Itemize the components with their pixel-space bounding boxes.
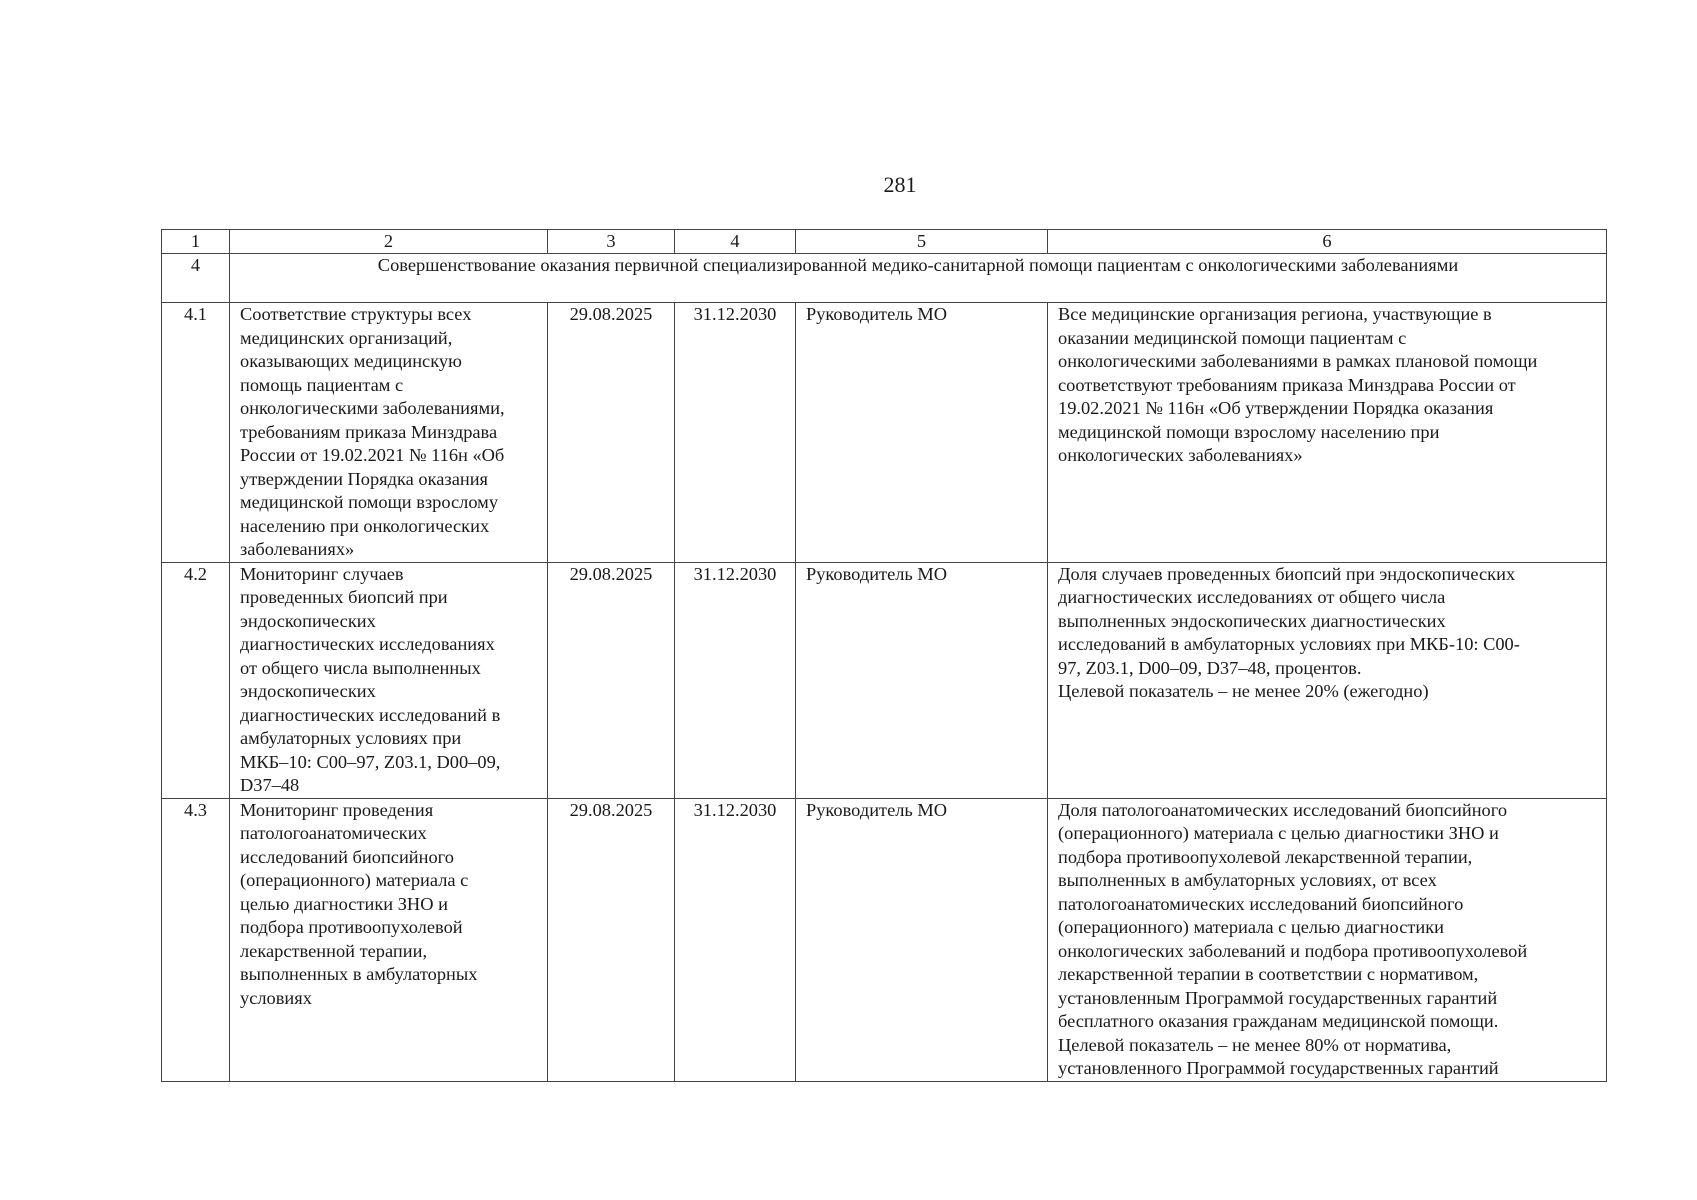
- result-cell: Доля патологоанатомических исследований биопсийного (операционного) материала с целью диагностики ЗНО и подбора противоопухолевой лекарственной терапии, выполненных в амбулаторных условиях, от всех патологоанатомических исследований биопсийного (операционного) материала с целью диагностики онкологических заболеваний и подбора противоопухолевой лекарственной терапии в соответствии с нормативом, установленным Программой государственных гарантий бесплатного оказания гражданам медицинской помощи. Целевой показатель – не менее 80% от норматива, установленного Программой государственных гарантий: [1048, 798, 1607, 1081]
- section-title: Совершенствование оказания первичной специализированной медико-санитарной помощи пациентам с онкологическими заболеваниями: [230, 254, 1607, 303]
- result-cell: Доля случаев проведенных биопсий при эндоскопических диагностических исследованиях от общего числа выполненных эндоскопических диагностических исследований в амбулаторных условиях при МКБ-10: С00- 97, Z03.1, D00–09, D37–48, процентов. Целевой показатель – не менее 20% (ежегодно): [1048, 562, 1607, 798]
- section-row: [162, 254, 1607, 303]
- result-cell: Все медицинские организация региона, участвующие в оказании медицинской помощи пациентам с онкологическими заболеваниями в рамках плановой помощи соответствуют требованиям приказа Минздрава России от 19.02.2021 № 116н «Об утверждении Порядка оказания медицинской помощи взрослому населению при онкологических заболеваниях»: [1048, 303, 1607, 563]
- start-date-cell: 29.08.2025: [548, 303, 675, 563]
- measure-cell: Мониторинг проведения патологоанатомических исследований биопсийного (операционного) материала с целью диагностики ЗНО и подбора противоопухолевой лекарственной терапии, выполненных в амбулаторных условиях: [230, 798, 548, 1081]
- end-date-cell: 31.12.2030: [675, 303, 796, 563]
- end-date-cell: 31.12.2030: [675, 798, 796, 1081]
- responsible-cell: Руководитель МО: [796, 303, 1048, 563]
- end-date-cell: 31.12.2030: [675, 562, 796, 798]
- plan-table: [161, 229, 1607, 1082]
- page-number: 281: [883, 172, 917, 197]
- column-header-2: 2: [230, 230, 548, 254]
- measure-cell: Мониторинг случаев проведенных биопсий при эндоскопических диагностических исследованиях от общего числа выполненных эндоскопических диагностических исследований в амбулаторных условиях при МКБ–10: С00–97, Z03.1, D00–09, D37–48: [230, 562, 548, 798]
- table-row: [162, 303, 1607, 563]
- row-number: 4.2: [162, 562, 230, 798]
- column-header-5: 5: [796, 230, 1048, 254]
- measure-cell: Соответствие структуры всех медицинских организаций, оказывающих медицинскую помощь пациентам с онкологическими заболеваниями, требованиям приказа Минздрава России от 19.02.2021 № 116н «Об утверждении Порядка оказания медицинской помощи взрослому населению при онкологических заболеваниях»: [230, 303, 548, 563]
- column-header-1: 1: [162, 230, 230, 254]
- column-header-4: 4: [675, 230, 796, 254]
- table-row: [162, 798, 1607, 1081]
- row-number: 4.1: [162, 303, 230, 563]
- responsible-cell: Руководитель МО: [796, 798, 1048, 1081]
- table-row: [162, 562, 1607, 798]
- column-header-3: 3: [548, 230, 675, 254]
- column-header-6: 6: [1048, 230, 1607, 254]
- start-date-cell: 29.08.2025: [548, 798, 675, 1081]
- row-number: 4.3: [162, 798, 230, 1081]
- section-number: 4: [162, 254, 230, 303]
- responsible-cell: Руководитель МО: [796, 562, 1048, 798]
- start-date-cell: 29.08.2025: [548, 562, 675, 798]
- column-number-row: [162, 230, 1607, 254]
